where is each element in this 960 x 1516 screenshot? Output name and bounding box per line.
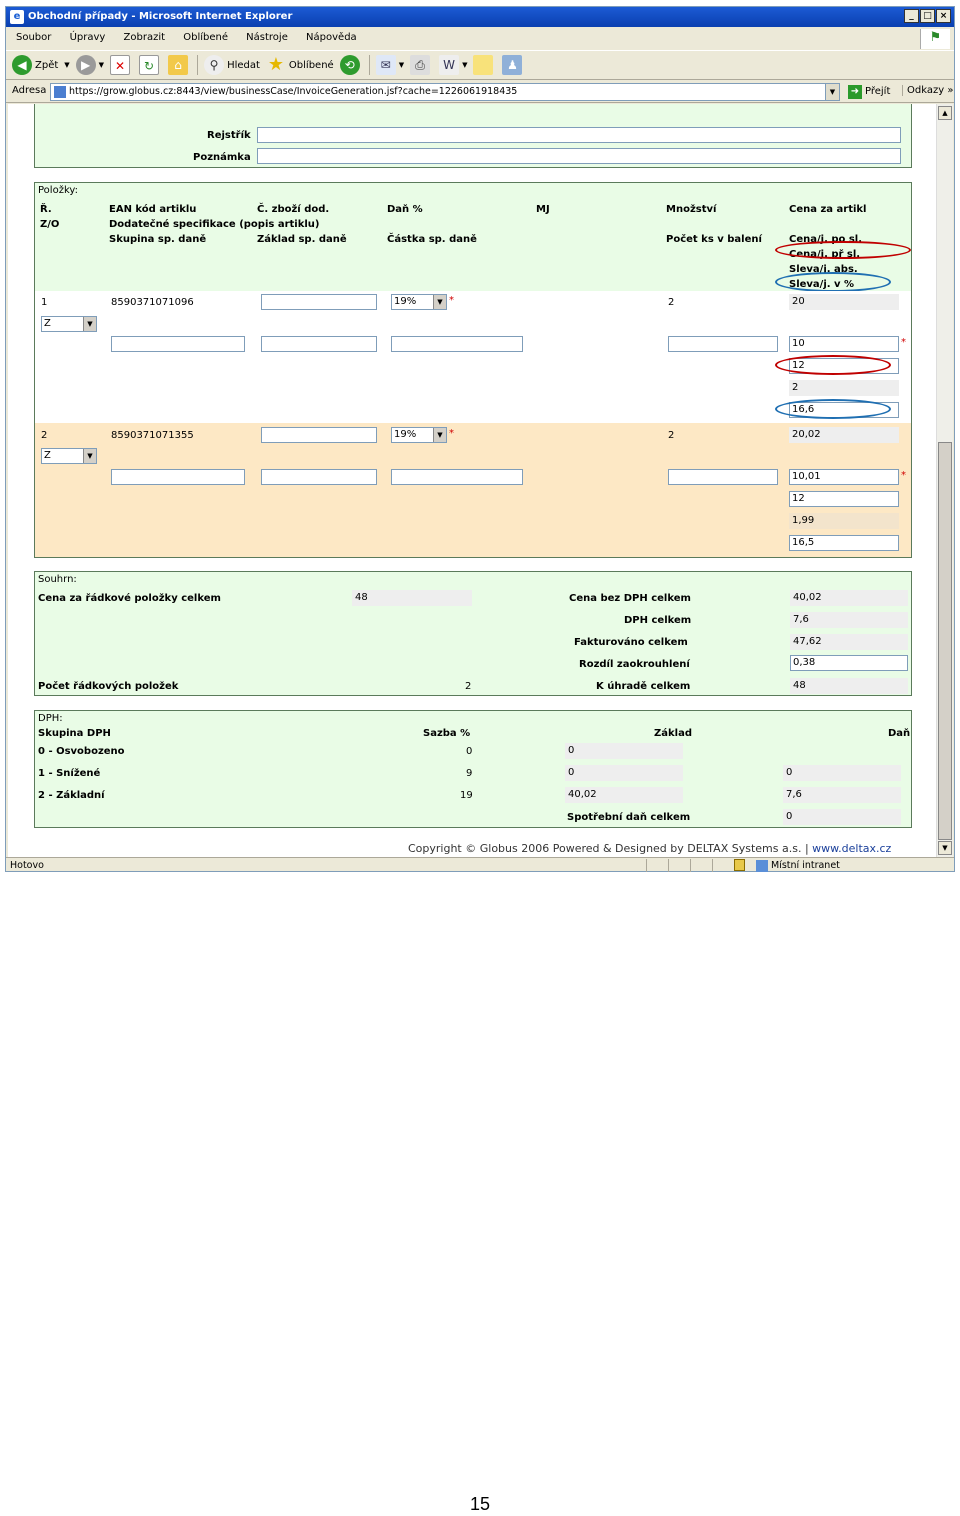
minimize-button[interactable]: _	[904, 9, 919, 23]
dropdown-arrow-icon[interactable]: ▼	[462, 61, 468, 69]
status-segment	[690, 859, 708, 872]
header-disc-abs: Sleva/j. abs.	[789, 264, 858, 275]
rounding-input[interactable]: 0,38	[790, 655, 908, 671]
header-ean: EAN kód artiklu	[109, 204, 197, 215]
registry-input[interactable]	[257, 127, 901, 143]
status-bar	[6, 857, 954, 873]
vertical-scrollbar[interactable]	[936, 104, 953, 857]
vat-header-tax: Daň	[888, 728, 911, 739]
highlight-ellipse-blue	[775, 399, 891, 419]
status-segment	[646, 859, 664, 872]
search-button[interactable]: ⚲ Hledat	[197, 55, 260, 75]
net-value: 40,02	[790, 590, 908, 606]
vat-title: DPH:	[38, 713, 63, 724]
excise-amount-input[interactable]	[391, 336, 523, 352]
edit-button[interactable]	[439, 55, 467, 75]
spec-input[interactable]	[111, 469, 245, 485]
vat-base: 0	[565, 765, 683, 781]
unit-after-input[interactable]: 10,01	[789, 469, 899, 485]
vat-header-group: Skupina DPH	[38, 728, 111, 739]
header-disc-pct: Sleva/j. v %	[789, 279, 855, 290]
note-input[interactable]	[257, 148, 901, 164]
print-icon: ⎙	[410, 55, 430, 75]
due-label: K úhradě celkem	[596, 681, 691, 692]
back-button[interactable]: ◀ Zpět ▼	[12, 55, 70, 75]
vat-header-rate: Sazba %	[423, 728, 471, 739]
header-excise-base: Základ sp. daně	[257, 234, 347, 245]
menu-oblibene[interactable]: Oblíbené	[183, 32, 228, 43]
disc-abs-value: 2	[789, 380, 899, 396]
note-icon	[473, 55, 493, 75]
header-spec: Dodatečné specifikace (popis artiklu)	[109, 219, 320, 230]
ie-icon: e	[10, 10, 24, 24]
window-controls	[904, 9, 951, 23]
vat-group: 2 - Základní	[38, 790, 105, 801]
header-unit-before: Cena/j. př sl.	[789, 249, 861, 260]
chevron-down-icon: ▼	[83, 317, 96, 331]
required-marker: *	[449, 295, 454, 306]
invoiced-label: Fakturováno celkem	[574, 637, 688, 648]
windows-logo-icon: ⚑	[920, 29, 950, 49]
menu-upravy[interactable]: Úpravy	[69, 32, 106, 43]
header-quantity: Množství	[666, 204, 717, 215]
scroll-thumb[interactable]	[938, 442, 952, 840]
close-button[interactable]: ×	[936, 9, 951, 23]
print-button[interactable]	[410, 55, 433, 75]
unit-before-input[interactable]: 12	[789, 358, 899, 374]
mail-button[interactable]	[369, 55, 404, 75]
vat-group: 1 - Snížené	[38, 768, 101, 779]
chevron-down-icon: ▼	[433, 428, 446, 442]
window-title: Obchodní případy - Microsoft Internet Explorer	[28, 11, 293, 22]
page-number: 15	[470, 1494, 491, 1514]
total-items-value: 48	[352, 590, 472, 606]
excise-base-input[interactable]	[261, 336, 377, 352]
table-row	[35, 291, 911, 423]
maximize-button[interactable]: □	[920, 9, 935, 23]
rounding-label: Rozdíl zaokrouhlení	[579, 659, 690, 670]
chevron-down-icon: ▼	[433, 295, 446, 309]
messenger-icon: ♟	[502, 55, 522, 75]
highlight-ellipse-red	[775, 241, 911, 259]
vat-total-value: 7,6	[790, 612, 908, 628]
status-text: Hotovo	[10, 860, 44, 871]
supplier-code-input[interactable]	[261, 427, 377, 443]
security-zone: Místní intranet	[756, 858, 840, 873]
summary-title: Souhrn:	[38, 574, 77, 585]
vat-base: 40,02	[565, 787, 683, 803]
address-label: Adresa	[12, 85, 47, 96]
title-bar	[6, 7, 954, 27]
chevron-down-icon: ▼	[83, 449, 96, 463]
summary-panel	[34, 571, 912, 696]
status-segment	[668, 859, 686, 872]
supplier-code-input[interactable]	[261, 294, 377, 310]
edit-icon: W	[439, 55, 459, 75]
disc-pct-input[interactable]: 16,5	[789, 535, 899, 551]
quantity-value: 2	[668, 430, 675, 441]
quantity-value: 2	[668, 297, 675, 308]
header-excise-group: Skupina sp. daně	[109, 234, 207, 245]
intranet-icon	[756, 860, 768, 872]
net-label: Cena bez DPH celkem	[569, 593, 691, 604]
highlight-ellipse-red	[775, 355, 891, 375]
page-content	[8, 104, 936, 857]
required-marker: *	[901, 470, 906, 481]
toolbar	[6, 50, 954, 80]
header-zo: Z/O	[40, 219, 60, 230]
disc-abs-value: 1,99	[789, 513, 899, 529]
vat-panel	[34, 710, 912, 828]
row-number: 1	[41, 297, 48, 308]
invoiced-value: 47,62	[790, 634, 908, 650]
excise-label: Spotřební daň celkem	[567, 812, 691, 823]
status-segment	[712, 859, 730, 872]
zo-select[interactable]: Z ▼	[41, 448, 97, 464]
vat-header-base: Základ	[654, 728, 692, 739]
vat-tax: 0	[783, 765, 901, 781]
refresh-button[interactable]	[139, 55, 162, 75]
header-supplier-code: Č. zboží dod.	[257, 204, 330, 215]
ean-value: 8590371071355	[111, 430, 194, 441]
dropdown-arrow-icon[interactable]: ▼	[64, 61, 70, 69]
refresh-icon: ↻	[139, 55, 159, 75]
browser-window	[5, 6, 955, 872]
stop-button[interactable]	[110, 55, 133, 75]
tax-select[interactable]: 19% ▼	[391, 427, 447, 443]
scroll-up-icon[interactable]: ▲	[938, 106, 952, 120]
unit-after-input[interactable]: 10	[789, 336, 899, 352]
home-icon: ⌂	[168, 55, 188, 75]
price-value: 20,02	[789, 427, 899, 443]
address-input[interactable]: https://grow.globus.cz:8443/view/businessCase/InvoiceGeneration.jsf?cache=1226061918435 ▼	[50, 83, 840, 101]
vat-base: 0	[565, 743, 683, 759]
disc-pct-input[interactable]: 16,6	[789, 402, 899, 418]
vat-rate: 19	[460, 790, 473, 801]
zo-select[interactable]: Z ▼	[41, 316, 97, 332]
due-value: 48	[790, 678, 908, 694]
vat-rate: 0	[466, 746, 473, 757]
menu-bar	[6, 29, 954, 49]
pack-count-input[interactable]	[668, 469, 778, 485]
excise-value: 0	[783, 809, 901, 825]
price-value: 20	[789, 294, 899, 310]
header-row-no: Ř.	[40, 204, 52, 215]
address-dropdown-icon[interactable]: ▼	[825, 84, 839, 100]
registry-label: Rejstřík	[207, 130, 251, 141]
vat-group: 0 - Osvobozeno	[38, 746, 125, 757]
pack-count-input[interactable]	[668, 336, 778, 352]
header-unit-after: Cena/j. po sl.	[789, 234, 863, 245]
scroll-down-icon[interactable]: ▼	[938, 841, 952, 855]
address-bar	[6, 81, 954, 103]
deltax-link[interactable]: www.deltax.cz	[812, 842, 892, 855]
spec-input[interactable]	[111, 336, 245, 352]
forward-button[interactable]	[76, 55, 104, 75]
page-icon	[54, 86, 66, 98]
lock-icon	[734, 859, 745, 871]
header-unit: MJ	[536, 204, 550, 215]
unit-before-input[interactable]: 12	[789, 491, 899, 507]
history-button[interactable]	[340, 55, 363, 75]
header-tax: Daň %	[387, 204, 423, 215]
total-items-label: Cena za řádkové položky celkem	[38, 593, 221, 604]
discuss-button[interactable]	[473, 55, 496, 75]
tax-select[interactable]: 19% ▼	[391, 294, 447, 310]
stop-icon: ✕	[110, 55, 130, 75]
go-arrow-icon: ➜	[848, 85, 862, 99]
vat-tax: 7,6	[783, 787, 901, 803]
required-marker: *	[901, 337, 906, 348]
highlight-ellipse-blue	[775, 272, 891, 292]
menu-zobrazit[interactable]: Zobrazit	[123, 32, 166, 43]
count-value: 2	[465, 681, 472, 692]
back-arrow-icon: ◀	[12, 55, 32, 75]
favorites-button[interactable]: ★ Oblíbené	[267, 54, 334, 75]
vat-rate: 9	[466, 768, 473, 779]
items-panel	[34, 182, 912, 558]
menu-soubor[interactable]: Soubor	[16, 32, 52, 43]
required-marker: *	[449, 428, 454, 439]
dropdown-arrow-icon[interactable]: ▼	[398, 61, 405, 69]
menu-nastroje[interactable]: Nástroje	[246, 32, 288, 43]
history-icon: ⟲	[340, 55, 360, 75]
row-number: 2	[41, 430, 48, 441]
note-label: Poznámka	[193, 152, 251, 163]
header-price: Cena za artikl	[789, 204, 867, 215]
items-title: Položky:	[38, 185, 78, 196]
messenger-button[interactable]	[502, 55, 525, 75]
table-row	[35, 423, 911, 557]
links-button[interactable]: Odkazy »	[902, 85, 953, 96]
dropdown-arrow-icon[interactable]: ▼	[98, 61, 105, 69]
excise-amount-input[interactable]	[391, 469, 523, 485]
header-pack-count: Počet ks v balení	[666, 234, 762, 245]
mail-icon: ✉	[376, 55, 396, 75]
menu-napoveda[interactable]: Nápověda	[306, 32, 357, 43]
header-excise-amount: Částka sp. daně	[387, 234, 477, 245]
ean-value: 8590371071096	[111, 297, 194, 308]
copyright-footer: Copyright © Globus 2006 Powered & Designed by DELTAX Systems a.s. | www.deltax.cz	[408, 842, 892, 855]
count-label: Počet řádkových položek	[38, 681, 179, 692]
forward-arrow-icon: ▶	[76, 55, 96, 75]
excise-base-input[interactable]	[261, 469, 377, 485]
star-icon: ★	[267, 54, 284, 75]
vat-total-label: DPH celkem	[624, 615, 692, 626]
header-form-panel	[34, 104, 912, 168]
home-button[interactable]	[168, 55, 191, 75]
search-icon: ⚲	[204, 55, 224, 75]
go-button[interactable]: ➜ Přejít	[848, 85, 890, 99]
